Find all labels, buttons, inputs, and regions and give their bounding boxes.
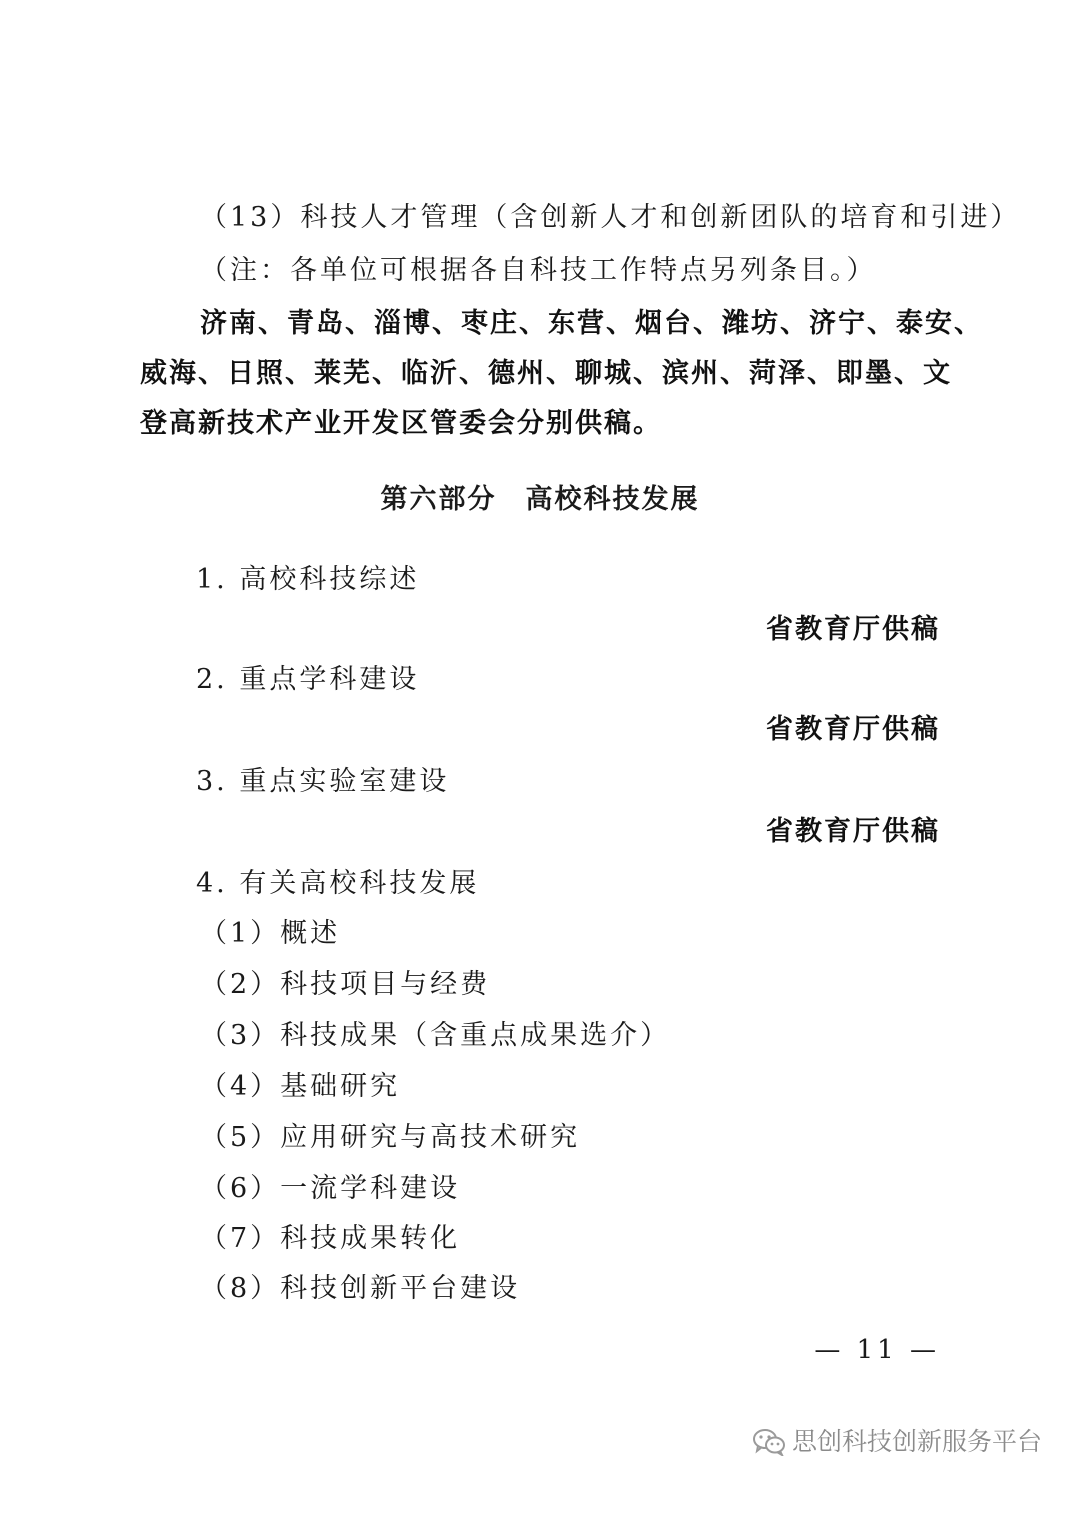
paragraph-line-cities-3: 登高新技术产业开发区管委会分别供稿。	[140, 408, 662, 439]
paragraph-line-note: （注：各单位可根据各自科技工作特点另列条目。）	[200, 255, 877, 286]
sub-list-item: （8）科技创新平台建设	[200, 1273, 521, 1304]
paragraph-line-cities-2: 威海、日照、莱芜、临沂、德州、聊城、滨州、菏泽、即墨、文	[140, 358, 952, 389]
sub-list-item: （5）应用研究与高技术研究	[200, 1122, 581, 1153]
list-item-1: 1. 高校科技综述	[196, 564, 420, 595]
list-item-2: 2. 重点学科建设	[196, 664, 420, 695]
watermark-text: 思创科技创新服务平台	[791, 1427, 1042, 1456]
page-number: — 11 —	[814, 1335, 940, 1365]
paragraph-line-item-13: （13）科技人才管理（含创新人才和创新团队的培育和引进）	[200, 202, 1021, 233]
sub-list-item: （6）一流学科建设	[200, 1173, 461, 1204]
watermark	[752, 1424, 1042, 1460]
list-item-3-source: 省教育厅供稿	[766, 816, 940, 847]
paragraph-line-cities-1: 济南、青岛、淄博、枣庄、东营、烟台、潍坊、济宁、泰安、	[200, 308, 983, 339]
sub-list-item: （4）基础研究	[200, 1071, 401, 1102]
section-title: 第六部分 高校科技发展	[380, 484, 700, 515]
list-item-4: 4. 有关高校科技发展	[196, 868, 480, 899]
wechat-icon	[752, 1428, 786, 1456]
sub-list-item: （3）科技成果（含重点成果选介）	[200, 1020, 671, 1051]
list-item-2-source: 省教育厅供稿	[766, 714, 940, 745]
list-item-1-source: 省教育厅供稿	[766, 614, 940, 645]
list-item-3: 3. 重点实验室建设	[196, 766, 450, 797]
sub-list-item: （1）概述	[200, 918, 341, 949]
sub-list-item: （7）科技成果转化	[200, 1223, 461, 1254]
sub-list-item: （2）科技项目与经费	[200, 969, 491, 1000]
